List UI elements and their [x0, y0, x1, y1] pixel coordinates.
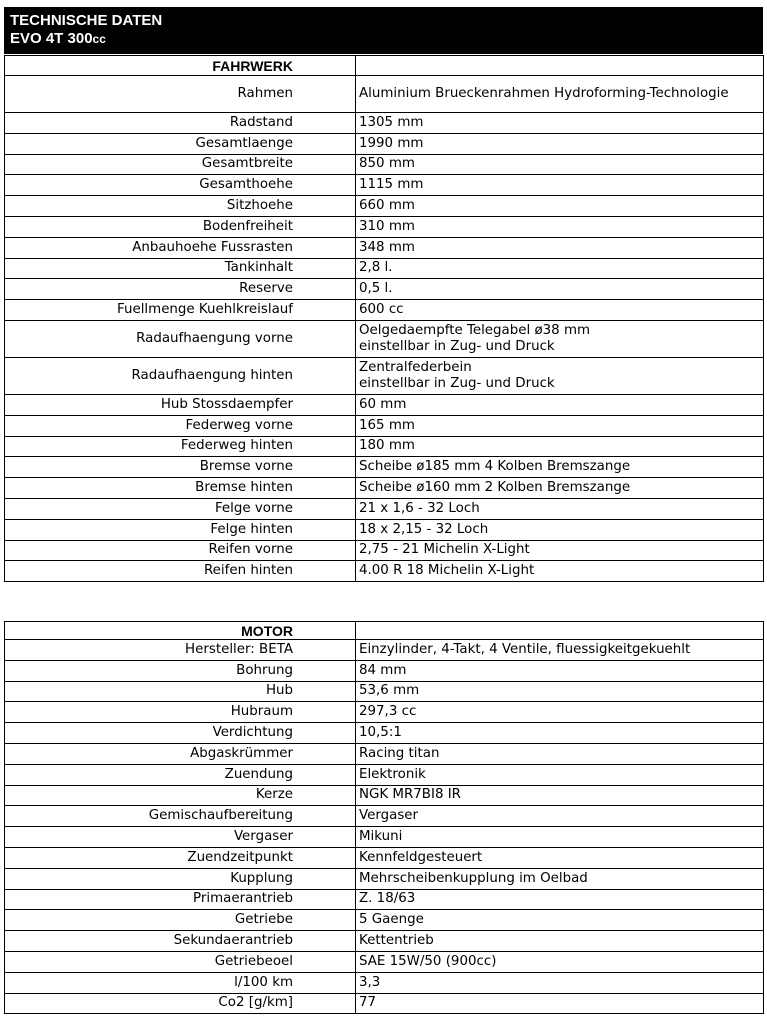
spec-value: [356, 660, 764, 681]
spec-value-line: Elektronik: [359, 766, 426, 782]
spec-value-line: Scheibe ø160 mm 2 Kolben Bremszange: [359, 480, 631, 496]
spec-value-line: Mehrscheibenkupplung im Oelbad: [359, 870, 588, 886]
spec-label: Reifen hinten: [5, 561, 356, 582]
spec-value-line: Zentralfederbein: [359, 359, 472, 375]
table-row: [5, 640, 764, 661]
table-row: [5, 660, 764, 681]
spec-value-line: 310 mm: [359, 218, 415, 234]
spec-label: Zuendzeitpunkt: [5, 847, 356, 868]
spec-value-line: 0,5 l.: [359, 281, 393, 297]
spec-value: [356, 258, 764, 279]
spec-value-line: 3,3: [359, 974, 381, 990]
spec-label: Getriebe: [5, 910, 356, 931]
spec-value-line: 1115 mm: [359, 177, 424, 193]
spec-label: Abgaskrümmer: [5, 743, 356, 764]
spec-label: Vergaser: [5, 827, 356, 848]
spec-value: [356, 764, 764, 785]
spec-value: [356, 972, 764, 993]
spec-label: Radaufhaengung vorne: [5, 320, 356, 357]
spec-value: [356, 723, 764, 744]
spec-value: [356, 415, 764, 436]
spec-value: [356, 951, 764, 972]
table-row: [5, 540, 764, 561]
spec-value-line: 297,3 cc: [359, 704, 417, 720]
spec-label: Gesamtbreite: [5, 154, 356, 175]
table-row: [5, 723, 764, 744]
spec-label: Reserve: [5, 279, 356, 300]
spec-label: Rahmen: [5, 76, 356, 113]
spec-label: Bohrung: [5, 660, 356, 681]
table-row: [5, 457, 764, 478]
spec-value-line: Scheibe ø185 mm 4 Kolben Bremszange: [359, 459, 631, 475]
spec-value-line: 180 mm: [359, 438, 415, 454]
spec-value: [356, 237, 764, 258]
table-row: [5, 279, 764, 300]
spec-value: [356, 827, 764, 848]
fahrwerk-table: [4, 55, 764, 582]
table-row: [5, 196, 764, 217]
spec-label: Kupplung: [5, 868, 356, 889]
table-row: [5, 154, 764, 175]
spec-value: [356, 993, 764, 1014]
spec-value-line: einstellbar in Zug- und Druck: [359, 338, 555, 354]
spec-value-line: 10,5:1: [359, 725, 402, 741]
header-model-name: EVO 4T 300: [10, 30, 93, 47]
motor-section-header: [5, 622, 764, 640]
table-row: [5, 498, 764, 519]
table-row: [5, 394, 764, 415]
spec-value: [356, 76, 764, 113]
table-row: [5, 216, 764, 237]
table-row: [5, 910, 764, 931]
table-row: [5, 993, 764, 1014]
spec-value-line: Oelgedaempfte Telegabel ø38 mm: [359, 322, 591, 338]
table-row: [5, 681, 764, 702]
spec-label: Hub Stossdaempfer: [5, 394, 356, 415]
spec-value: [356, 436, 764, 457]
spec-label: Co2 [g/km]: [5, 993, 356, 1014]
spec-value-line: 4.00 R 18 Michelin X-Light: [359, 563, 535, 579]
spec-label: Verdichtung: [5, 723, 356, 744]
spec-value: [356, 681, 764, 702]
spec-value-line: 60 mm: [359, 396, 407, 412]
spec-value: [356, 868, 764, 889]
table-row: [5, 478, 764, 499]
spec-label: Hersteller: BETA: [5, 640, 356, 661]
spec-value: [356, 357, 764, 394]
spec-label: Felge hinten: [5, 519, 356, 540]
table-row: [5, 847, 764, 868]
spec-value-line: SAE 15W/50 (900cc): [359, 953, 497, 969]
spec-label: Sitzhoehe: [5, 196, 356, 217]
spec-value: [356, 133, 764, 154]
spec-label: Gesamtlaenge: [5, 133, 356, 154]
spec-value: [356, 889, 764, 910]
spec-value-line: Kennfeldgesteuert: [359, 849, 483, 865]
spec-label: Radstand: [5, 113, 356, 134]
table-row: [5, 133, 764, 154]
spec-label: Federweg vorne: [5, 415, 356, 436]
spec-label: Zuendung: [5, 764, 356, 785]
spec-label: Anbauhoehe Fussrasten: [5, 237, 356, 258]
spec-value: [356, 540, 764, 561]
motor-section-blank: [356, 622, 764, 640]
spec-value: [356, 113, 764, 134]
spec-value-line: 77: [359, 995, 377, 1011]
document-header: [4, 7, 763, 54]
spec-value: [356, 394, 764, 415]
spec-value: [356, 910, 764, 931]
spec-label: Getriebeoel: [5, 951, 356, 972]
header-model: [10, 30, 763, 48]
spec-value-line: 1305 mm: [359, 114, 424, 130]
table-row: [5, 561, 764, 582]
spec-label: Federweg hinten: [5, 436, 356, 457]
spec-value-line: 348 mm: [359, 239, 415, 255]
spec-value-line: Kettentrieb: [359, 933, 434, 949]
spec-value-line: Racing titan: [359, 745, 440, 761]
spec-value-line: 84 mm: [359, 662, 407, 678]
spec-value: [356, 561, 764, 582]
spec-value: [356, 785, 764, 806]
table-row: [5, 972, 764, 993]
spec-label: l/100 km: [5, 972, 356, 993]
spec-value-line: Mikuni: [359, 829, 403, 845]
table-row: [5, 806, 764, 827]
table-row: [5, 702, 764, 723]
spec-label: Tankinhalt: [5, 258, 356, 279]
spec-value: [356, 300, 764, 321]
spec-value-line: 21 x 1,6 - 32 Loch: [359, 500, 480, 516]
spec-value-line: 1990 mm: [359, 135, 424, 151]
spec-label: Reifen vorne: [5, 540, 356, 561]
spec-value-line: 850 mm: [359, 156, 415, 172]
header-title: TECHNISCHE DATEN: [10, 12, 163, 29]
spec-value-line: 5 Gaenge: [359, 912, 424, 928]
table-row: [5, 300, 764, 321]
spec-label: Gesamthoehe: [5, 175, 356, 196]
table-row: [5, 868, 764, 889]
table-row: [5, 258, 764, 279]
spec-label: Bremse hinten: [5, 478, 356, 499]
table-row: [5, 889, 764, 910]
table-row: [5, 113, 764, 134]
spec-label: Gemischaufbereitung: [5, 806, 356, 827]
spec-label: Kerze: [5, 785, 356, 806]
spec-value: [356, 196, 764, 217]
spec-value: [356, 457, 764, 478]
spec-label: Felge vorne: [5, 498, 356, 519]
spec-value-line: 18 x 2,15 - 32 Loch: [359, 521, 489, 537]
table-row: [5, 357, 764, 394]
fahrwerk-section-title: FAHRWERK: [5, 56, 356, 76]
spec-label: Hub: [5, 681, 356, 702]
table-row: [5, 931, 764, 952]
fahrwerk-section-header: [5, 56, 764, 76]
spec-value: [356, 640, 764, 661]
table-row: [5, 237, 764, 258]
table-row: [5, 827, 764, 848]
spec-value: [356, 216, 764, 237]
table-row: [5, 951, 764, 972]
table-row: [5, 320, 764, 357]
motor-table: [4, 621, 764, 1014]
spec-value: [356, 519, 764, 540]
header-model-unit: cc: [92, 32, 106, 46]
spec-value: [356, 478, 764, 499]
spec-label: Bodenfreiheit: [5, 216, 356, 237]
spec-value-line: einstellbar in Zug- und Druck: [359, 375, 555, 391]
spec-value-line: 2,75 - 21 Michelin X-Light: [359, 542, 530, 558]
spec-value-line: 2,8 l.: [359, 260, 393, 276]
spec-value-line: Z. 18/63: [359, 891, 416, 907]
spec-value-line: Vergaser: [359, 808, 419, 824]
spec-value: [356, 154, 764, 175]
spec-label: Fuellmenge Kuehlkreislauf: [5, 300, 356, 321]
spec-value-line: Aluminium Brueckenrahmen Hydroforming-Technologie: [359, 86, 729, 101]
spec-value: [356, 498, 764, 519]
table-row: [5, 764, 764, 785]
motor-section-title: MOTOR: [5, 622, 356, 640]
table-row: [5, 415, 764, 436]
table-row: [5, 76, 764, 113]
spec-value-line: 660 mm: [359, 198, 415, 214]
spec-value: [356, 743, 764, 764]
spec-value: [356, 320, 764, 357]
table-row: [5, 175, 764, 196]
spec-value-line: 165 mm: [359, 417, 415, 433]
spec-label: Radaufhaengung hinten: [5, 357, 356, 394]
spec-label: Bremse vorne: [5, 457, 356, 478]
table-row: [5, 785, 764, 806]
fahrwerk-section-blank: [356, 56, 764, 76]
spec-value-line: 53,6 mm: [359, 683, 420, 699]
spec-value-line: NGK MR7BI8 IR: [359, 787, 461, 803]
spec-value: [356, 279, 764, 300]
spec-value: [356, 806, 764, 827]
spec-value: [356, 702, 764, 723]
spec-value-line: 600 cc: [359, 302, 404, 318]
spec-label: Primaerantrieb: [5, 889, 356, 910]
table-row: [5, 743, 764, 764]
table-row: [5, 519, 764, 540]
table-row: [5, 436, 764, 457]
spec-label: Sekundaerantrieb: [5, 931, 356, 952]
spec-value: [356, 847, 764, 868]
spec-label: Hubraum: [5, 702, 356, 723]
spec-value: [356, 931, 764, 952]
spec-value: [356, 175, 764, 196]
spec-value-line: Einzylinder, 4-Takt, 4 Ventile, fluessigkeitgekuehlt: [359, 641, 691, 657]
